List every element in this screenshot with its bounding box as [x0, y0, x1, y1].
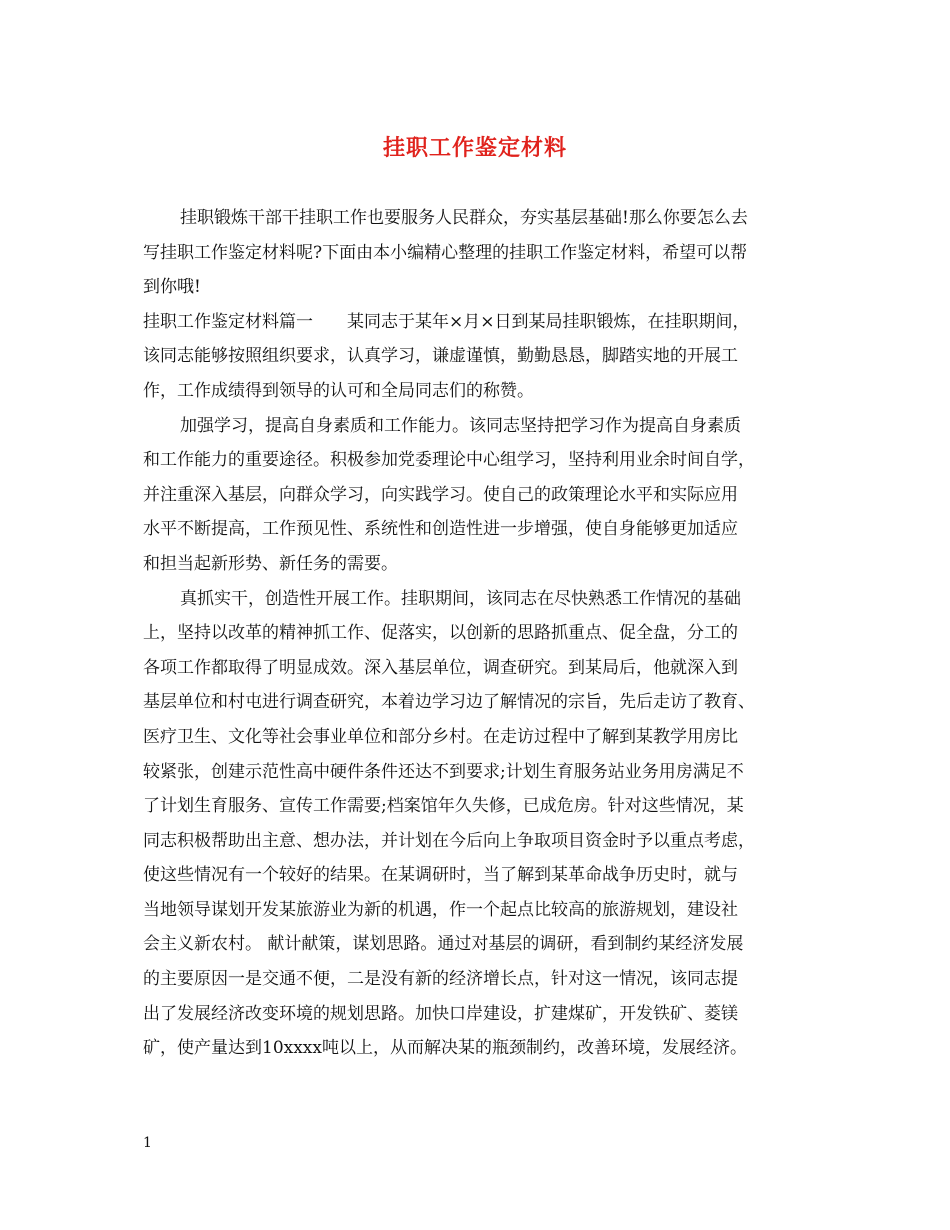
body-text-line: 了计划生育服务、宣传工作需要;档案馆年久失修，已成危房。针对这些情况，某 [143, 796, 744, 817]
body-text-line: 矿，使产量达到10xxxx吨以上，从而解决某的瓶颈制约，改善环境，发展经济。 [143, 1038, 747, 1059]
body-text-line: 较紧张，创建示范性高中硬件条件还达不到要求;计划生育服务站业务用房满足不 [143, 761, 744, 782]
body-text-line: 出了发展经济改变环境的规划思路。加快口岸建设，扩建煤矿，开发铁矿、菱镁 [143, 1003, 738, 1024]
body-text-line: 使这些情况有一个较好的结果。在某调研时，当了解到某革命战争历史时，就与 [143, 865, 738, 886]
body-text-line: 和担当起新形势、新任务的需要。 [143, 553, 398, 574]
body-text-line: 并注重深入基层，向群众学习，向实践学习。使自己的政策理论水平和实际应用 [143, 484, 738, 505]
body-text-line: 各项工作都取得了明显成效。深入基层单位，调查研究。到某局后，他就深入到 [143, 657, 738, 678]
body-text-line: 挂职工作鉴定材料篇一 某同志于某年×月×日到某局挂职锻炼，在挂职期间， [143, 311, 750, 332]
page-number: 1 [143, 1135, 152, 1151]
body-text-line: 基层单位和村屯进行调查研究，本着边学习边了解情况的宗旨，先后走访了教育、 [143, 692, 755, 713]
body-text-line: 当地领导谋划开发某旅游业为新的机遇，作一个起点比较高的旅游规划，建设社 [143, 899, 738, 920]
body-text-line: 水平不断提高，工作预见性、系统性和创造性进一步增强，使自身能够更加适应 [143, 519, 738, 540]
body-text-line: 医疗卫生、文化等社会事业单位和部分乡村。在走访过程中了解到某教学用房比 [143, 726, 738, 747]
document-body [143, 201, 808, 1066]
body-text-line: 和工作能力的重要途径。积极参加党委理论中心组学习，坚持利用业余时间自学， [143, 450, 755, 471]
body-text-line: 该同志能够按照组织要求，认真学习，谦虚谨慎，勤勤恳恳，脚踏实地的开展工 [143, 346, 738, 367]
body-text-line: 会主义新农村。 献计献策，谋划思路。通过对基层的调研，看到制约某经济发展 [143, 934, 744, 955]
body-text-line: 的主要原因一是交通不便，二是没有新的经济增长点，针对这一情况，该同志提 [143, 969, 738, 990]
document-title: 挂职工作鉴定材料 [382, 135, 567, 161]
body-text-line: 作，工作成绩得到领导的认可和全局同志们的称赞。 [143, 380, 534, 401]
body-text-line: 挂职锻炼干部干挂职工作也要服务人民群众，夯实基层基础!那么你要怎么去 [180, 208, 748, 228]
body-text-line: 加强学习，提高自身素质和工作能力。该同志坚持把学习作为提高自身素质 [180, 415, 741, 436]
body-text-line: 上，坚持以改革的精神抓工作、促落实，以创新的思路抓重点、促全盘，分工的 [143, 623, 738, 644]
body-text-line: 真抓实干，创造性开展工作。挂职期间，该同志在尽快熟悉工作情况的基础 [180, 588, 741, 609]
body-text-line: 到你哦! [143, 277, 201, 298]
body-text-line: 同志积极帮助出主意、想办法，并计划在今后向上争取项目资金时予以重点考虑， [143, 830, 755, 851]
body-text-line: 写挂职工作鉴定材料呢?下面由本小编精心整理的挂职工作鉴定材料，希望可以帮 [143, 242, 748, 263]
